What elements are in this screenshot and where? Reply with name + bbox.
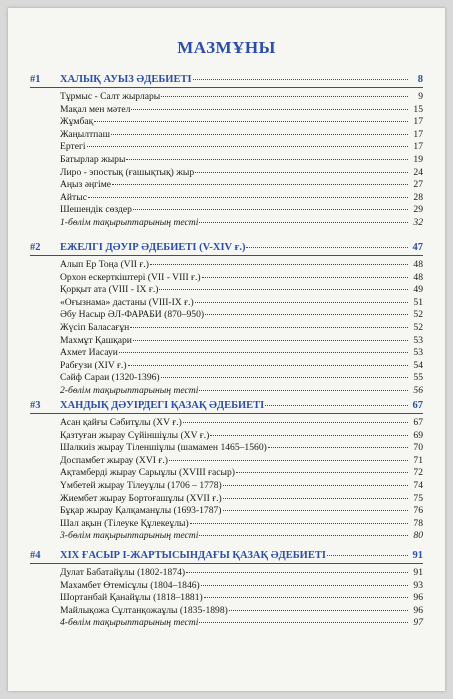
section-number: #1 (30, 74, 41, 85)
leader-dots (119, 352, 408, 353)
toc-section (30, 240, 423, 398)
leader-dots (223, 485, 408, 486)
toc-entry[interactable] (30, 179, 423, 192)
toc-section (30, 548, 423, 630)
section-title: ЕЖЕЛГІ ДӘУІР ӘДЕБИЕТІ (V-XIV ғ.) (60, 242, 246, 253)
entry-title: Ахмет Иасауи (60, 347, 118, 359)
toc-entry[interactable] (30, 259, 423, 272)
section-page-number: 8 (417, 74, 423, 85)
document-page (8, 8, 445, 691)
entry-title: Доспамбет жырау (XVI ғ.) (60, 454, 168, 466)
leader-dots (88, 197, 408, 198)
toc-entry[interactable] (30, 141, 423, 154)
entry-page-number: 28 (413, 191, 423, 203)
entry-title: 1-бөлім тақырыптарының тесті (60, 216, 199, 228)
entry-page-number: 91 (413, 567, 423, 578)
leader-dots (161, 96, 408, 97)
section-title: ХАНДЫҚ ДӘУІРДЕГІ ҚАЗАҚ ӘДЕБИЕТІ (60, 400, 265, 411)
leader-dots (223, 510, 409, 511)
entry-page-number: 75 (413, 492, 423, 504)
entry-title: Майлықожа Сұлтанқожаұлы (1835-1898) (60, 604, 228, 616)
entry-page-number: 76 (413, 505, 423, 517)
leader-dots (223, 498, 408, 499)
entry-page-number: 74 (413, 479, 423, 491)
section-title: XIX ҒАСЫР І-ЖАРТЫСЫНДАҒЫ ҚАЗАҚ ӘДЕБИЕТІ (60, 550, 326, 561)
entry-page-number: 51 (413, 296, 423, 308)
toc-entry[interactable] (30, 372, 423, 385)
leader-dots (190, 523, 408, 524)
entry-page-number: 55 (413, 372, 423, 384)
entry-page-number: 24 (413, 166, 423, 178)
entry-page-number: 19 (413, 153, 423, 165)
entry-page-number: 9 (418, 91, 423, 102)
entry-title: Алып Ер Тоңа (VII ғ.) (60, 259, 149, 270)
leader-dots (94, 121, 408, 122)
leader-dots (169, 460, 408, 461)
entry-page-number: 67 (413, 417, 423, 428)
toc-entry-test[interactable] (30, 617, 423, 630)
entry-title: Әбу Насыр ӘЛ-ФАРАБИ (870–950) (60, 309, 205, 321)
entry-title: Ертегі (60, 141, 86, 153)
leader-dots (195, 172, 408, 173)
leader-dots (199, 535, 408, 536)
toc-section (30, 398, 423, 543)
entry-page-number: 17 (413, 128, 423, 140)
toc-entry[interactable] (30, 309, 423, 322)
page-title: МАЗМҰНЫ (177, 38, 276, 57)
toc-entry[interactable] (30, 360, 423, 373)
entry-title: Дулат Бабатайұлы (1802-1874) (60, 567, 186, 578)
entry-title: Шортанбай Қанайұлы (1818–1881) (60, 592, 203, 604)
entry-title: Шешендік сөздер (60, 204, 132, 216)
entry-page-number: 78 (413, 517, 423, 529)
toc-entry[interactable] (30, 322, 423, 335)
entry-title: 3-бөлім тақырыптарының тесті (60, 530, 199, 542)
toc-entry[interactable] (30, 567, 423, 580)
entry-title: Батырлар жыры (60, 153, 126, 165)
leader-dots (186, 572, 408, 573)
toc-entry-test[interactable] (30, 530, 423, 543)
toc-entry[interactable] (30, 167, 423, 180)
entry-title: Жиембет жырау Бортоғашұлы (XVII ғ.) (60, 492, 222, 504)
toc-entry[interactable] (30, 272, 423, 285)
entry-page-number: 48 (413, 271, 423, 283)
leader-dots (202, 277, 408, 278)
leader-dots (265, 405, 408, 406)
toc-entry[interactable] (30, 204, 423, 217)
toc-entry[interactable] (30, 580, 423, 593)
entry-title: Сәйф Сараи (1320-1396) (60, 372, 160, 384)
section-page-number: 47 (412, 242, 423, 253)
leader-dots (199, 390, 408, 391)
toc-entry[interactable] (30, 505, 423, 518)
section-number: #3 (30, 400, 41, 411)
toc-entry[interactable] (30, 116, 423, 129)
entry-title: Жаңылтпаш (60, 128, 110, 140)
leader-dots (229, 610, 408, 611)
leader-dots (268, 447, 408, 448)
entry-page-number: 72 (413, 467, 423, 479)
toc-entry[interactable] (30, 91, 423, 104)
entry-title: Рабғузи (XIV ғ.) (60, 359, 127, 371)
entry-page-number: 48 (413, 259, 423, 270)
entry-page-number: 54 (413, 359, 423, 371)
section-heading[interactable] (30, 548, 423, 564)
entry-page-number: 49 (413, 284, 423, 296)
entry-title: Үмбетей жырау Тілеуұлы (1706 – 1778) (60, 479, 222, 491)
toc-entry[interactable] (30, 104, 423, 117)
entry-title: Шал ақын (Тілеуке Құлекеұлы) (60, 517, 189, 529)
entry-page-number: 53 (413, 334, 423, 346)
entry-page-number: 17 (413, 141, 423, 153)
leader-dots (130, 327, 408, 328)
leader-dots (201, 585, 408, 586)
section-page-number: 91 (412, 550, 423, 561)
entry-title: Мақал мен мәтел (60, 103, 131, 115)
toc-entry-test[interactable] (30, 385, 423, 398)
entry-title: Жүсіп Баласағұн (60, 321, 130, 333)
section-heading[interactable] (30, 72, 423, 88)
entry-page-number: 93 (413, 579, 423, 591)
entry-title: Айтыс (60, 191, 87, 203)
entry-page-number: 52 (413, 321, 423, 333)
leader-dots (133, 209, 408, 210)
section-heading[interactable] (30, 398, 423, 414)
entry-title: Орхон ескерткіштері (VII - VIII ғ.) (60, 271, 201, 283)
toc-entry[interactable] (30, 493, 423, 506)
toc-entry[interactable] (30, 518, 423, 531)
toc-entry[interactable] (30, 154, 423, 167)
leader-dots (195, 302, 408, 303)
entry-title: Махамбет Өтемісұлы (1804–1846) (60, 579, 200, 591)
section-title: ХАЛЫҚ АУЫЗ ӘДЕБИЕТІ (60, 74, 192, 85)
leader-dots (199, 222, 408, 223)
leader-dots (236, 472, 408, 473)
leader-dots (183, 422, 408, 423)
leader-dots (161, 377, 408, 378)
entry-page-number: 17 (413, 116, 423, 128)
leader-dots (193, 79, 408, 80)
toc-section (30, 72, 423, 230)
leader-dots (133, 340, 408, 341)
entry-page-number: 27 (413, 179, 423, 191)
section-heading[interactable] (30, 240, 423, 256)
entry-page-number: 56 (413, 384, 423, 396)
entry-title: Тұрмыс - Салт жырлары (60, 91, 161, 102)
leader-dots (210, 435, 408, 436)
entry-title: «Оғызнама» дастаны (VIII-IX ғ.) (60, 296, 194, 308)
entry-title: Асан қайғы Сәбитұлы (XV ғ.) (60, 417, 182, 428)
entry-title: Ақтамберді жырау Сарыұлы (XVIII ғасыр) (60, 467, 235, 479)
entry-title: Лиро - эпостық (ғашықтық) жыр (60, 166, 195, 178)
leader-dots (128, 365, 408, 366)
toc-entry[interactable] (30, 467, 423, 480)
toc-entry[interactable] (30, 442, 423, 455)
leader-dots (87, 146, 408, 147)
toc-entry[interactable] (30, 592, 423, 605)
entry-page-number: 96 (413, 604, 423, 616)
leader-dots (111, 134, 408, 135)
toc-entry[interactable] (30, 284, 423, 297)
entry-page-number: 97 (413, 617, 423, 629)
entry-title: Шалкиіз жырау Тіленшіұлы (шамамен 1465–1560) (60, 442, 267, 454)
toc-entry[interactable] (30, 480, 423, 493)
entry-title: Қорқыт ата (VIII - IX ғ.) (60, 284, 159, 296)
entry-title: Жұмбақ (60, 116, 94, 128)
entry-page-number: 32 (413, 216, 423, 228)
leader-dots (204, 597, 408, 598)
toc-entry[interactable] (30, 192, 423, 205)
leader-dots (126, 159, 408, 160)
entry-title: Аңыз әңгіме (60, 179, 112, 191)
entry-title: Қазтуған жырау Сүйіншіұлы (XV ғ.) (60, 429, 210, 441)
entry-page-number: 69 (413, 429, 423, 441)
toc-entry[interactable] (30, 347, 423, 360)
leader-dots (112, 184, 408, 185)
entry-page-number: 29 (413, 204, 423, 216)
toc-entry[interactable] (30, 335, 423, 348)
leader-dots (246, 247, 408, 248)
entry-page-number: 15 (413, 103, 423, 115)
entry-title: Махмұт Қашқари (60, 334, 132, 346)
section-number: #4 (30, 550, 41, 561)
entry-page-number: 70 (413, 442, 423, 454)
toc-entry[interactable] (30, 430, 423, 443)
entry-title: Бұқар жырау Қалқаманұлы (1693-1787) (60, 505, 222, 517)
leader-dots (131, 109, 408, 110)
toc-entry-test[interactable] (30, 217, 423, 230)
entry-page-number: 53 (413, 347, 423, 359)
toc-entry[interactable] (30, 417, 423, 430)
leader-dots (159, 289, 408, 290)
toc-entry[interactable] (30, 455, 423, 468)
entry-page-number: 52 (413, 309, 423, 321)
leader-dots (205, 314, 408, 315)
leader-dots (199, 622, 408, 623)
section-page-number: 67 (412, 400, 423, 411)
entry-page-number: 71 (413, 454, 423, 466)
entry-page-number: 96 (413, 592, 423, 604)
leader-dots (150, 264, 408, 265)
toc-entry[interactable] (30, 605, 423, 618)
entry-title: 4-бөлім тақырыптарының тесті (60, 617, 199, 629)
toc-entry[interactable] (30, 297, 423, 310)
entry-page-number: 80 (413, 530, 423, 542)
entry-title: 2-бөлім тақырыптарының тесті (60, 384, 199, 396)
leader-dots (327, 555, 408, 556)
toc-entry[interactable] (30, 129, 423, 142)
section-number: #2 (30, 242, 41, 253)
